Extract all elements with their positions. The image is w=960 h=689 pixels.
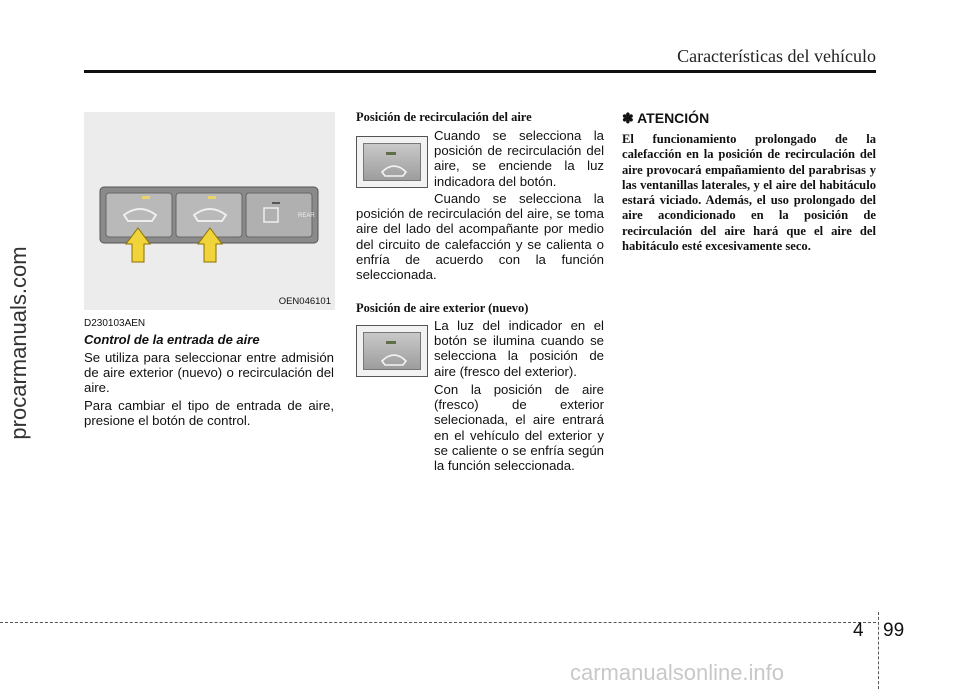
recirc-car-icon [380,160,408,178]
fresh-heading: Posición de aire exterior (nuevo) [356,301,529,315]
attention-body: El funcionamiento prolongado de la calefacción en la posición de recirculación del aire provocará empañamiento del parabrisas y las ventanillas laterales, y el aire del habitáculo estará viciado. Además, el uso prolongado del aire acondicionado en la posición de recirculación del aire hará que el aire del habitáculo esté excesivamente seco. [622,132,876,254]
chapter-number: 4 [853,620,864,641]
bottom-watermark: carmanualsonline.info [570,660,785,685]
rear-button-label: REAR [298,213,315,219]
figure-code: OEN046101 [278,296,331,307]
header-rule [84,70,876,73]
recirc-button-figure [356,136,428,188]
section-code: D230103AEN [84,318,146,329]
paragraph: Se utiliza para seleccionar entre admisión de aire exterior (nuevo) o recirculación del aire. [84,350,334,396]
fresh-button-figure [356,325,428,377]
fresh-car-icon [380,349,408,367]
fresh-paragraph: La luz del indicador en el botón se ilumina cuando se selecciona la posición de aire (fresco del exterior). [434,318,604,379]
running-header: Características del vehículo [677,46,876,66]
recirc-paragraph: Cuando se selecciona la posición de recirculación del aire, se toma aire del lado del acompañante por medio del circuito de calefacción y se calienta o enfría de acuerdo con la función seleccionada. [356,191,604,283]
control-panel-illustration [84,112,335,310]
footer-rule [0,622,876,623]
side-watermark: procarmanuals.com [6,246,31,440]
recirc-paragraph: Cuando se selecciona la posición de recirculación del aire, se enciende la luz indicadora del botón. [434,128,604,189]
paragraph: Para cambiar el tipo de entrada de aire, presione el botón de control. [84,398,334,429]
control-panel-figure [84,112,335,310]
recirc-heading: Posición de recirculación del aire [356,110,532,124]
section-title: Control de la entrada de aire [84,332,260,347]
page-number: 99 [883,620,905,641]
fresh-paragraph: Con la posición de aire (fresco) de exterior selecionada, el aire entrará en el vehículo del exterior y se caliente o se enfría según la función seleccionada. [434,382,604,474]
footer-separator [878,612,879,689]
attention-title-text: ATENCIÓN [637,110,710,126]
attention-symbol-icon: ✽ [622,110,634,126]
attention-title [622,110,709,127]
